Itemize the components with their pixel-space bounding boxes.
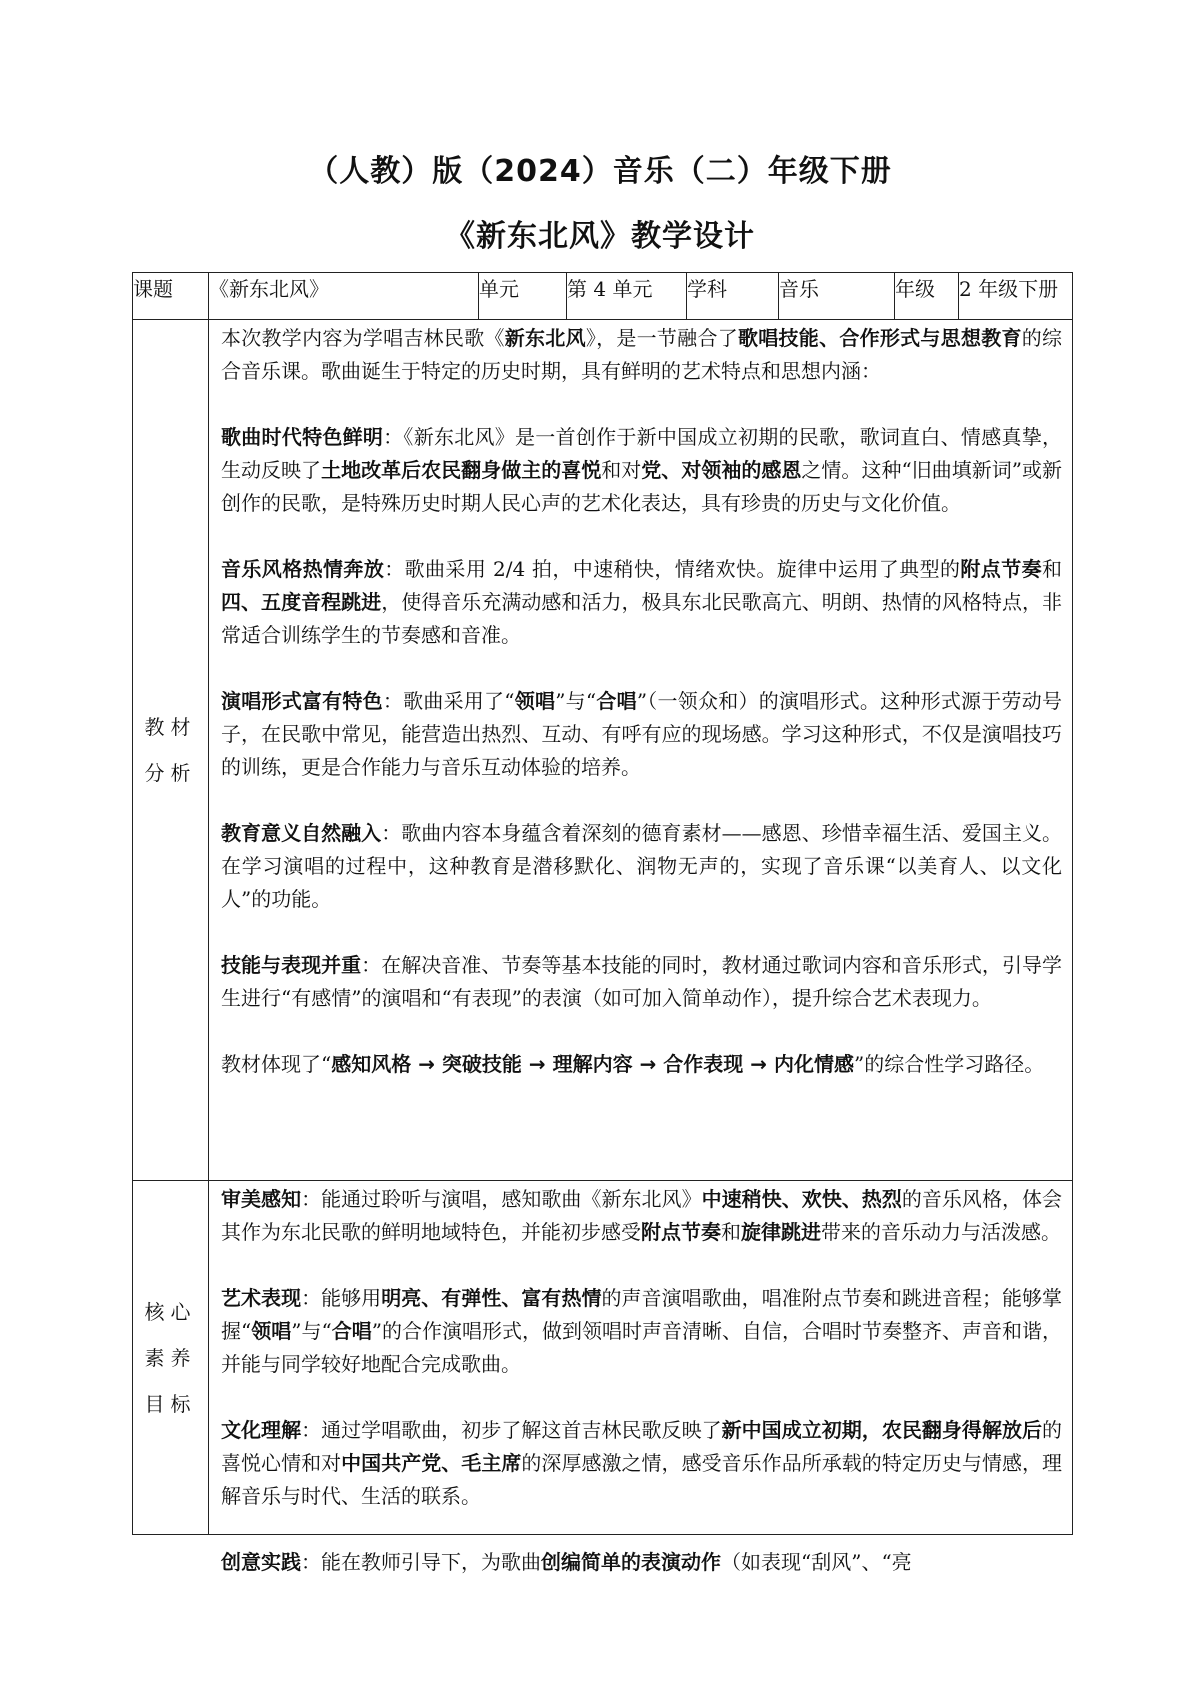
core-paragraph <box>221 1546 1062 1579</box>
body-text: ：歌曲内容本身蕴含着深刻的德育素材——感恩、珍惜幸福生活、爱国主义。在学习演唱的过程中，这种教育是潜移默化、润物无声的，实现了音乐课“以美育人、以文化人”的功能。 <box>221 821 1063 911</box>
emphasis-text: 合唱 <box>331 1319 372 1343</box>
document-subtitle: 《新东北风》教学设计 <box>445 219 755 254</box>
emphasis-text: 新中国成立初期，农民翻身得解放后 <box>721 1418 1043 1442</box>
body-text: 的音乐风格，体会其作为东北民歌的鲜明地域特色，并能初步感受 <box>221 1187 1063 1244</box>
body-text: ，使得音乐充满动感和活力，极具东北民歌高亢、明朗、热情的风格特点，非常适合训练学生的节奏感和音准。 <box>221 590 1063 647</box>
core-paragraph <box>221 1414 1062 1513</box>
body-text: 的综合音乐课。歌曲诞生于特定的历史时期，具有鲜明的艺术特点和思想内涵： <box>221 326 1063 383</box>
body-text: ：通过学唱歌曲，初步了解这首吉林民歌反映了 <box>301 1418 722 1442</box>
emphasis-text: 领唱 <box>514 689 556 713</box>
header-row <box>133 273 1073 320</box>
emphasis-text: 党、对领袖的感恩 <box>641 458 802 482</box>
body-text: ：歌曲采用了“ <box>382 689 515 713</box>
body-text: ”的合作演唱形式，做到领唱时声音清晰、自信，合唱时节奏整齐、声音和谐，并能与同学较好地配合完成歌曲。 <box>221 1319 1063 1376</box>
topic-value: 《新东北风》 <box>209 273 479 320</box>
body-text: ：能通过聆听与演唱，感知歌曲《新东北风》 <box>301 1187 702 1211</box>
lesson-plan-table <box>132 272 1073 1574</box>
analysis-paragraph <box>221 949 1062 1015</box>
emphasis-text: 中国共产党、毛主席 <box>341 1451 522 1475</box>
body-text: 的深厚感激之情，感受音乐作品所承载的特定历史与情感，理解音乐与时代、生活的联系。 <box>221 1451 1063 1508</box>
body-text: 》，是一节融合了 <box>585 326 738 350</box>
body-text: 本次教学内容为学唱吉林民歌《 <box>221 326 505 350</box>
body-text: （如表现“刮风”、“亮 <box>721 1550 912 1574</box>
analysis-paragraphs <box>221 322 1062 1081</box>
emphasis-text: 中速稍快、欢快、热烈 <box>701 1187 902 1211</box>
emphasis-text: 音乐风格热情奔放 <box>221 557 385 581</box>
core-label-line3: 目标 <box>144 1391 197 1416</box>
emphasis-text: 四、五度音程跳进 <box>221 590 382 614</box>
analysis-label-line2: 分析 <box>144 761 197 785</box>
emphasis-text: 歌曲时代特色鲜明 <box>221 425 384 449</box>
emphasis-text: 领唱 <box>251 1319 292 1343</box>
body-text: ”与“ <box>291 1319 332 1343</box>
grade-label: 年级 <box>895 273 959 320</box>
emphasis-text: 合唱 <box>596 689 637 713</box>
body-text: 之情。这种“旧曲填新词”或新创作的民歌，是特殊历史时期人民心声的艺术化表达，具有珍贵的历史与文化价值。 <box>221 458 1063 515</box>
body-text: 教材体现了“ <box>221 1052 332 1076</box>
emphasis-text: 新东北风 <box>504 326 586 350</box>
analysis-paragraph <box>221 817 1062 916</box>
emphasis-text: 土地改革后农民翻身做主的喜悦 <box>321 458 602 482</box>
body-text: 和 <box>721 1220 741 1244</box>
analysis-label-cell <box>133 320 209 1181</box>
analysis-row <box>133 320 1073 1181</box>
core-paragraphs <box>221 1183 1063 1574</box>
emphasis-text: 演唱形式富有特色 <box>221 689 383 713</box>
emphasis-text: 明亮、有弹性、富有热情 <box>381 1286 602 1310</box>
core-content <box>209 1181 1073 1574</box>
subject-value: 音乐 <box>779 273 895 320</box>
core-label-line2: 素养 <box>144 1345 197 1370</box>
emphasis-text: 艺术表现 <box>221 1286 302 1310</box>
emphasis-text: 文化理解 <box>221 1418 302 1442</box>
analysis-label-line1: 教材 <box>144 715 197 739</box>
body-text: ：《新东北风》是一首创作于新中国成立初期的民歌，歌词直白、情感真挚，生动反映了 <box>221 425 1063 482</box>
analysis-content <box>209 320 1073 1181</box>
body-text: 和对 <box>601 458 642 482</box>
analysis-paragraph <box>221 553 1062 652</box>
body-text: 带来的音乐动力与活泼感。 <box>821 1220 1061 1244</box>
subject-label: 学科 <box>687 273 779 320</box>
analysis-paragraph <box>221 685 1062 784</box>
emphasis-text: 审美感知 <box>221 1187 302 1211</box>
analysis-paragraph <box>221 421 1062 520</box>
body-text: ”与“ <box>555 689 597 713</box>
emphasis-text: 附点节奏 <box>960 557 1042 581</box>
core-paragraph <box>221 1282 1062 1381</box>
unit-value: 第 4 单元 <box>567 273 687 320</box>
emphasis-text: 教育意义自然融入 <box>221 821 382 845</box>
core-label-cell <box>133 1181 209 1535</box>
body-text: 的喜悦心情和对 <box>221 1418 1063 1475</box>
unit-label: 单元 <box>479 273 567 320</box>
analysis-paragraph <box>221 322 1062 388</box>
emphasis-text: 附点节奏 <box>641 1220 721 1244</box>
core-row <box>133 1181 1073 1535</box>
analysis-paragraph <box>221 1048 1062 1081</box>
topic-label: 课题 <box>133 273 209 320</box>
body-text: ：能够用 <box>301 1286 382 1310</box>
body-text: 和 <box>1042 557 1062 581</box>
core-label-line1: 核心 <box>144 1299 197 1324</box>
grade-value: 2 年级下册 <box>959 273 1073 320</box>
document-title: （人教）版（2024）音乐（二）年级下册 <box>308 154 892 189</box>
emphasis-text: 歌唱技能、合作形式与思想教育 <box>738 326 1022 350</box>
emphasis-text: 创意实践 <box>221 1550 301 1574</box>
body-text: ：能在教师引导下，为歌曲 <box>301 1550 541 1574</box>
body-text: ”（一领众和）的演唱形式。这种形式源于劳动号子，在民歌中常见，能营造出热烈、互动、有呼有应的现场感。学习这种形式，不仅是演唱技巧的训练，更是合作能力与音乐互动体验的培养。 <box>221 689 1062 779</box>
body-text: ：在解决音准、节奏等基本技能的同时，教材通过歌词内容和音乐形式，引导学生进行“有感情”的演唱和“有表现”的表演（如可加入简单动作），提升综合艺术表现力。 <box>221 953 1063 1010</box>
body-text: ：歌曲采用 2/4 拍，中速稍快，情绪欢快。旋律中运用了典型的 <box>384 557 961 581</box>
emphasis-text: 旋律跳进 <box>741 1220 821 1244</box>
body-text: 的声音演唱歌曲，唱准附点节奏和跳进音程；能够掌握“ <box>221 1286 1063 1343</box>
emphasis-text: 创编简单的表演动作 <box>541 1550 721 1574</box>
emphasis-text: 感知风格 → 突破技能 → 理解内容 → 合作表现 → 内化情感 <box>331 1052 854 1076</box>
core-paragraph <box>221 1183 1062 1249</box>
body-text: ”的综合性学习路径。 <box>853 1052 1045 1076</box>
emphasis-text: 技能与表现并重 <box>221 953 362 977</box>
